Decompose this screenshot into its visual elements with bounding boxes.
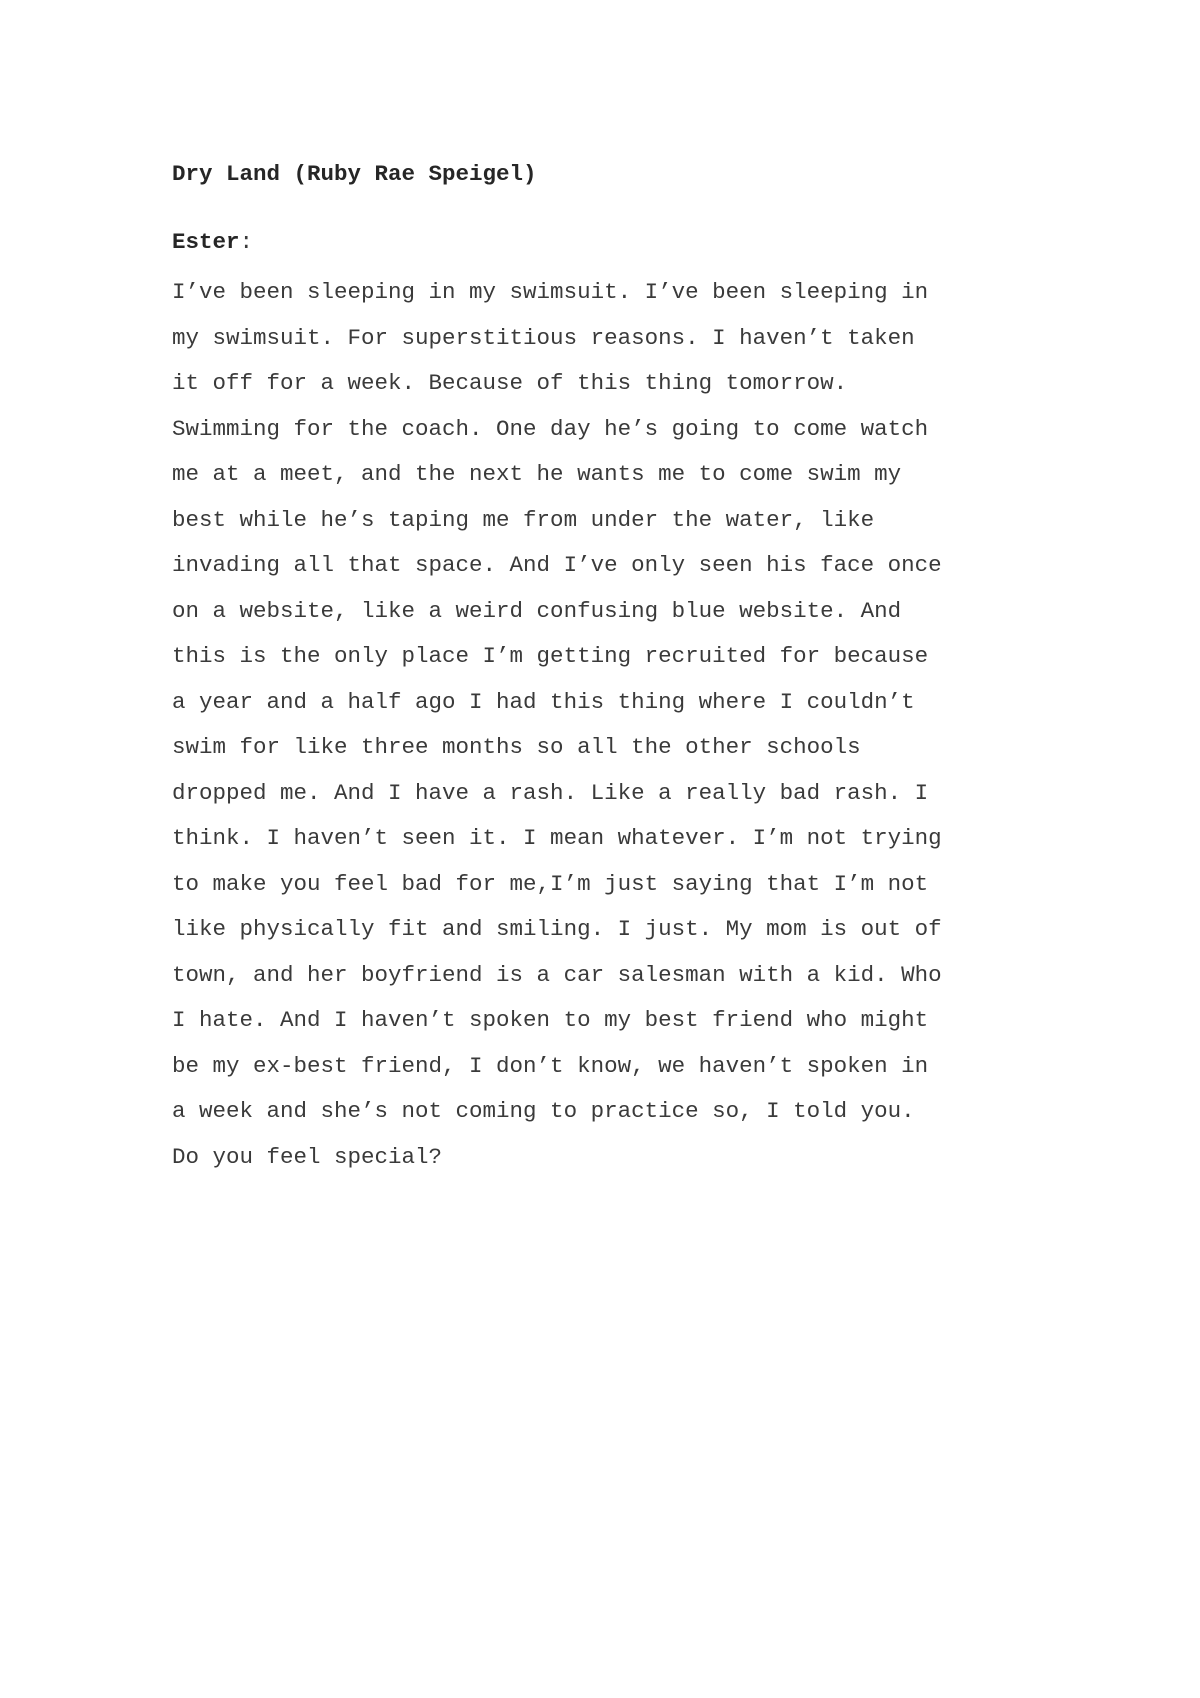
monologue-line: it off for a week. Because of this thing tomorrow. [172,370,848,396]
monologue-line: a year and a half ago I had this thing where I couldn’t [172,688,915,715]
monologue-line: to make you feel bad for me,I’m just saying that I’m not [172,870,929,897]
document-title: Dry Land (Ruby Rae Speigel) [172,161,537,187]
monologue-line: I hate. And I haven’t spoken to my best friend who might [172,1007,929,1033]
speaker-colon: : [239,229,254,255]
monologue-line: swim for like three months so all the other schools [172,734,861,760]
monologue-line: be my ex-best friend, I don’t know, we haven’t spoken in [172,1052,929,1079]
speaker-heading [172,224,1052,260]
speaker-name: Ester [172,229,240,255]
monologue-line: this is the only place I’m getting recruited for because [172,643,929,669]
monologue-line: my swimsuit. For superstitious reasons. I haven’t taken [172,324,915,351]
monologue-line: Swimming for the coach. One day he’s going to come watch [172,415,929,442]
monologue-text [172,270,1052,1180]
monologue-line: me at a meet, and the next he wants me to come swim my [172,461,902,487]
monologue-line: dropped me. And I have a rash. Like a really bad rash. I [172,779,929,806]
monologue-line: best while he’s taping me from under the water, like [172,506,875,533]
monologue-line: a week and she’s not coming to practice so, I told you. [172,1098,915,1124]
monologue-line: like physically fit and smiling. I just. My mom is out of [172,916,942,942]
monologue-line: invading all that space. And I’ve only seen his face once [172,552,942,578]
monologue-line: I’ve been sleeping in my swimsuit. I’ve been sleeping in [172,279,929,305]
monologue-line: town, and her boyfriend is a car salesman with a kid. Who [172,961,942,988]
monologue-line: on a website, like a weird confusing blue website. And [172,597,902,624]
document-body [172,156,1052,1180]
monologue-line: think. I haven’t seen it. I mean whatever. I’m not trying [172,825,942,851]
monologue-line: Do you feel special? [172,1143,443,1170]
